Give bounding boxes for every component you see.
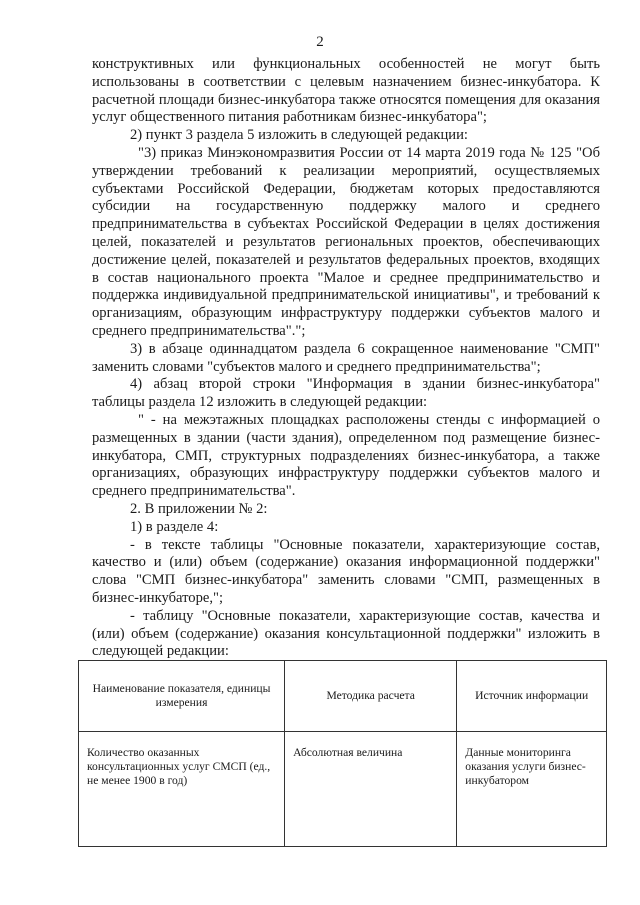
paragraph: " - на межэтажных площадках расположены стенды с информацией о размещенных в здании (части здания), определенном под размещение бизнес-инкубатора, СМП, структурных подразделениях бизнес-инкубатора, а также организациях, образующих инфраструктуру поддержки субъектов малого и среднего предпринимательства". (92, 411, 600, 500)
page-number: 2 (316, 34, 324, 50)
table-header-cell: Наименование показателя, единицы измерения (79, 661, 285, 732)
table-row (79, 732, 607, 847)
paragraph: 2) пункт 3 раздела 5 изложить в следующей редакции: (130, 127, 468, 144)
paragraph: 4) абзац второй строки "Информация в здании бизнес-инкубатора" таблицы раздела 12 изложить в следующей редакции: (92, 376, 600, 411)
paragraph: конструктивных или функциональных особенностей не могут быть использованы в соответствии с целевым назначением бизнес-инкубатора. К расчетной площади бизнес-инкубатора также относятся помещения для оказания услуг общественного питания работникам бизнес-инкубатора"; (92, 56, 600, 126)
paragraph: "3) приказ Минэкономразвития России от 14 марта 2019 года № 125 "Об утверждении требований к реализации мероприятий, осуществляемых субъектами Российской Федерации, бюджетам которых предоставляются субсидии на государственную поддержку малого и среднего предпринимательства в субъектах Российской Федерации в целях достижения целей, показателей и результатов региональных проектов, обеспечивающих достижение целей, показателей и результатов федеральных проектов, входящих в состав национального проекта "Малое и среднее предпринимательство и поддержка индивидуальной предпринимательской инициативы", и требований к организациям, образующим инфраструктуру поддержки субъектов малого и среднего предпринимательства"."; (92, 144, 600, 339)
paragraph: - таблицу "Основные показатели, характеризующие состав, качества и (или) объем (содержание) оказания консультационной поддержки" изложить в следующей редакции: (92, 607, 600, 660)
table-header-row (79, 661, 607, 732)
table-header-cell: Источник информации (457, 661, 607, 732)
paragraph: - в тексте таблицы "Основные показатели, характеризующие состав, качество и (или) объем (содержание) оказания информационной поддержки" слова "СМП бизнес-инкубатора" заменить словами "СМП, размещенных в бизнес-инкубаторе,"; (92, 536, 600, 606)
indicators-table (78, 660, 607, 847)
paragraph: 3) в абзаце одиннадцатом раздела 6 сокращенное наименование "СМП" заменить словами "субъектов малого и среднего предпринимательства"; (92, 340, 600, 375)
table-cell: Абсолютная величина (285, 732, 457, 847)
document-body (92, 56, 600, 661)
table-header-cell: Методика расчета (285, 661, 457, 732)
table-cell: Количество оказанных консультационных услуг СМСП (ед., не менее 1900 в год) (79, 732, 285, 847)
table-cell: Данные мониторинга оказания услуги бизнес-инкубатором (457, 732, 607, 847)
paragraph: 1) в разделе 4: (130, 518, 219, 535)
paragraph: 2. В приложении № 2: (130, 500, 268, 517)
